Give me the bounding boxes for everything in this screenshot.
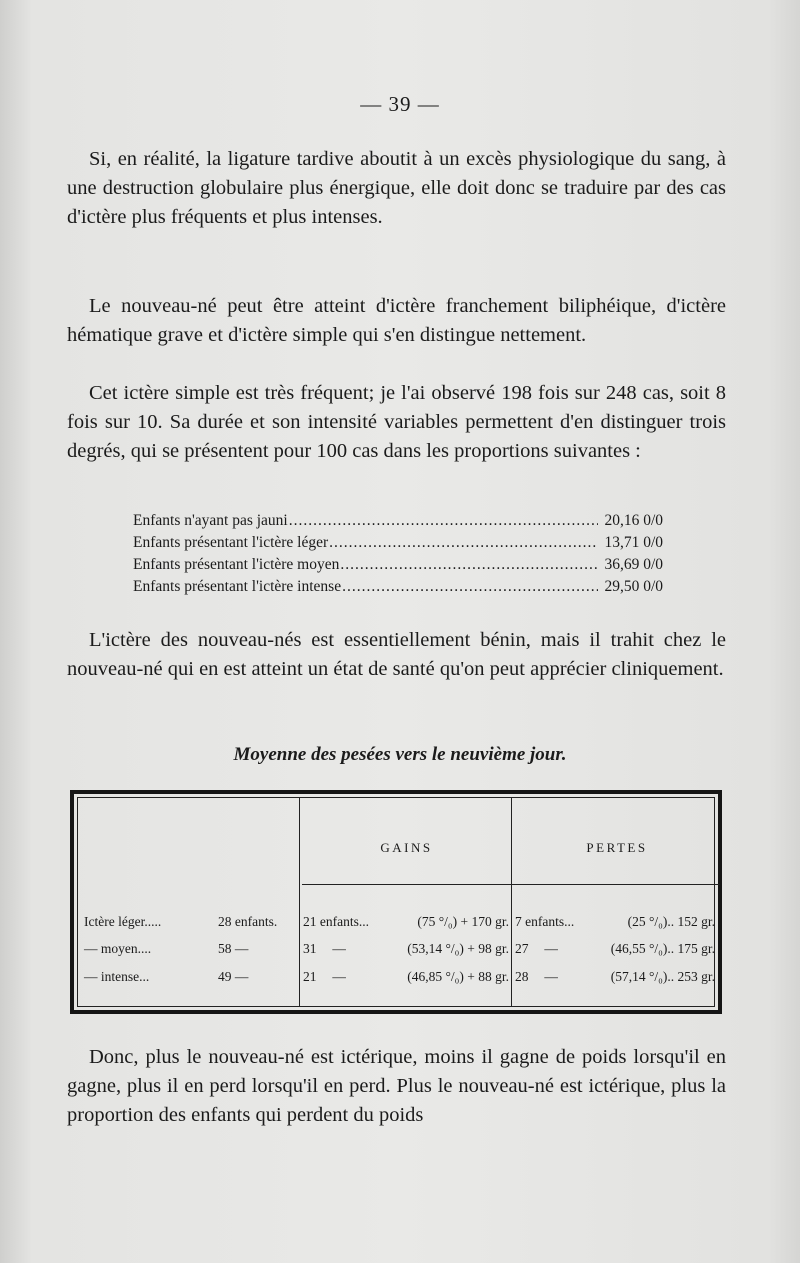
page-number: — 39 — (360, 92, 440, 116)
leader-dots (289, 510, 599, 532)
row-label: Ictère léger..... (84, 914, 162, 929)
paragraph-icterus-types: Le nouveau-né peut être atteint d'ictère franchement biliphéique, d'ictère hématique grave et d'ictère simple qui s'en distingue nettement. (67, 295, 726, 346)
list-item-label: Enfants présentant l'ictère léger (133, 534, 329, 551)
header-divider (302, 884, 720, 885)
paragraph-simple-icterus: Cet ictère simple est très fréquent; je l'ai observé 198 fois sur 248 cas, soit 8 fois sur 10. Sa durée et son intensité variables permettent d'en distinguer trois degrés, qui se présentent pour 100 cas dans les proportions suivantes : (67, 382, 726, 462)
row-label: — moyen.... (84, 941, 152, 956)
list-item (133, 510, 663, 532)
gain-count: 21 enfants... (303, 914, 369, 929)
list-item-label: Enfants n'ayant pas jauni (133, 512, 288, 529)
gain-value: (75 °/₀) + 170 gr. (417, 914, 509, 929)
perte-count: 27 (515, 941, 529, 956)
gains-header: GAINS (380, 840, 433, 855)
gain-count: 21 (303, 969, 317, 984)
gain-cell (303, 941, 509, 957)
row-count: 28 enfants. (218, 914, 278, 929)
column-divider (511, 798, 512, 1006)
perte-value: (25 °/₀).. 152 gr. (627, 914, 715, 929)
perte-value: (57,14 °/₀).. 253 gr. (610, 969, 715, 984)
row-count: 49 — (218, 969, 249, 984)
row-count: 58 — (218, 941, 249, 956)
ditto-dash: — (332, 969, 346, 984)
perte-value: (46,55 °/₀).. 175 gr. (610, 941, 715, 956)
paragraph-ligature: Si, en réalité, la ligature tardive aboutit à un excès physiologique du sang, à une destruction globulaire plus énergique, elle doit donc se traduire par des cas d'ictère plus fréquents et plus intenses. (67, 148, 726, 228)
perte-cell (515, 914, 715, 930)
list-item-value: 13,71 0/0 (604, 534, 663, 551)
row-label: — intense... (84, 969, 150, 984)
gain-cell (303, 914, 509, 930)
weights-table (70, 790, 722, 1014)
gain-count: 31 (303, 941, 317, 956)
ditto-dash: — (332, 941, 346, 956)
gain-cell (303, 969, 509, 985)
perte-count: 28 (515, 969, 529, 984)
ditto-dash: — (544, 941, 558, 956)
ditto-dash: — (544, 969, 558, 984)
list-item (133, 554, 663, 576)
perte-cell (515, 941, 715, 957)
list-item-value: 36,69 0/0 (604, 556, 663, 573)
leader-dots (340, 554, 598, 576)
perte-cell (515, 969, 715, 985)
list-item (133, 532, 663, 554)
paragraph-benign: L'ictère des nouveau-nés est essentiellement bénin, mais il trahit chez le nouveau-né qui en est atteint un état de santé qu'on peut apprécier cliniquement. (67, 629, 726, 680)
list-item-value: 20,16 0/0 (604, 512, 663, 529)
column-divider (299, 798, 300, 1006)
leader-dots (329, 532, 598, 554)
proportions-list (133, 510, 663, 598)
table-title: Moyenne des pesées vers le neuvième jour. (233, 744, 567, 765)
pertes-header: PERTES (586, 840, 648, 855)
leader-dots (342, 576, 598, 598)
paragraph-conclusion: Donc, plus le nouveau-né est ictérique, moins il gagne de poids lorsqu'il en gagne, plus il en perd lorsqu'il en perd. Plus le nouveau-né est ictérique, plus la proportion des enfants qui perdent du poids (67, 1046, 726, 1126)
list-item-value: 29,50 0/0 (604, 578, 663, 595)
list-item (133, 576, 663, 598)
gain-value: (53,14 °/₀) + 98 gr. (407, 941, 509, 956)
gain-value: (46,85 °/₀) + 88 gr. (407, 969, 509, 984)
list-item-label: Enfants présentant l'ictère intense (133, 578, 342, 595)
perte-count: 7 enfants... (515, 914, 575, 929)
table-inner-border (77, 797, 715, 1007)
list-item-label: Enfants présentant l'ictère moyen (133, 556, 340, 573)
